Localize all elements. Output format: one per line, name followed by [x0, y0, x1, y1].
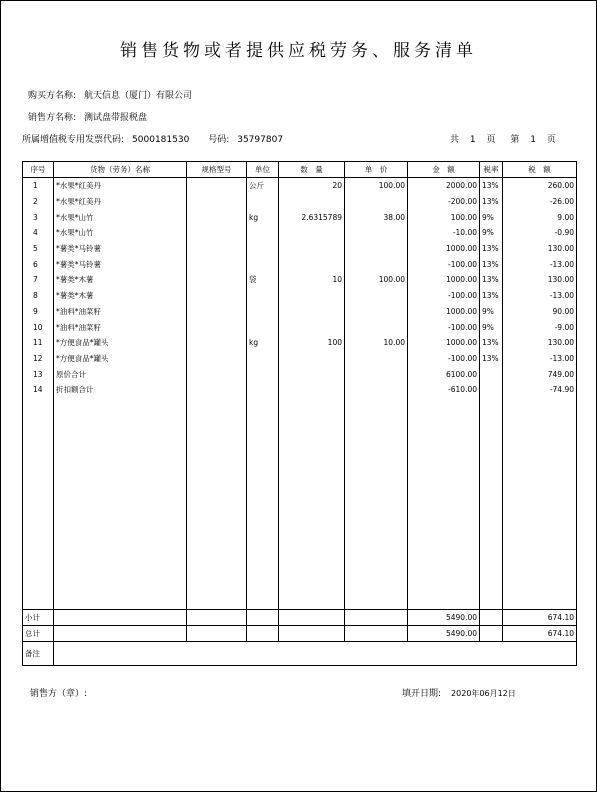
buyer-label: 购买方名称: [28, 91, 77, 101]
table-row [23, 256, 577, 272]
cell-no: 10 [23, 319, 54, 335]
seller-label: 销售方名称: [28, 113, 77, 123]
cell-rate: 13% [480, 272, 503, 288]
cell-name: *水果*红美丹 [54, 194, 187, 210]
cell-tax: 130.00 [503, 335, 577, 351]
cell-tax: 9.00 [503, 209, 577, 225]
page-title: 销售货物或者提供应税劳务、服务清单 [120, 41, 477, 61]
buyer-name: 航天信息（厦门）有限公司 [84, 91, 193, 101]
cell-amount: -100.00 [408, 288, 480, 304]
cell-tax: 130.00 [503, 241, 577, 257]
table-row [23, 272, 577, 288]
cell-rate [480, 382, 503, 398]
cell-spec [187, 194, 247, 210]
cell-no: 7 [23, 272, 54, 288]
cell-rate: 13% [480, 351, 503, 367]
cell-price [345, 241, 408, 257]
cell-no: 5 [23, 241, 54, 257]
table-row [23, 319, 577, 335]
cell-no: 13 [23, 366, 54, 382]
cell-tax: 260.00 [503, 178, 577, 194]
cell-amount: -200.00 [408, 194, 480, 210]
cell-name: *薯类*马铃薯 [54, 256, 187, 272]
cell-name: *薯类*马铃薯 [54, 241, 187, 257]
cell-tax: -13.00 [503, 288, 577, 304]
cell-spec [187, 335, 247, 351]
table-header [23, 162, 577, 178]
cell-tax: 130.00 [503, 272, 577, 288]
cell-amount: -10.00 [408, 225, 480, 241]
table-row [23, 241, 577, 257]
cell-qty [279, 225, 345, 241]
table-row [23, 382, 577, 398]
invoice-line [22, 132, 283, 145]
cell-amount: -100.00 [408, 319, 480, 335]
cell-spec [187, 304, 247, 320]
total-tax: 674.10 [503, 626, 577, 642]
cell-price: 10.00 [345, 335, 408, 351]
cell-amount: 1000.00 [408, 335, 480, 351]
cell-qty [279, 241, 345, 257]
cell-qty [279, 304, 345, 320]
table-row [23, 178, 577, 194]
cell-amount: 2000.00 [408, 178, 480, 194]
cell-spec [187, 178, 247, 194]
cell-amount: 1000.00 [408, 304, 480, 320]
cell-rate: 9% [480, 225, 503, 241]
current-page-prefix: 第 [510, 135, 520, 145]
cell-no: 11 [23, 335, 54, 351]
table-row [23, 366, 577, 382]
cell-unit: 公斤 [247, 178, 279, 194]
cell-unit [247, 351, 279, 367]
cell-unit [247, 382, 279, 398]
table-row [23, 335, 577, 351]
seller-line [28, 110, 147, 123]
cell-price [345, 351, 408, 367]
subtotal-amount: 5490.00 [408, 610, 480, 626]
cell-tax: -13.00 [503, 256, 577, 272]
cell-amount: 6100.00 [408, 366, 480, 382]
cell-no: 2 [23, 194, 54, 210]
total-pages-suffix: 页 [486, 135, 496, 145]
cell-amount: -610.00 [408, 382, 480, 398]
table-row [23, 209, 577, 225]
col-header-rate: 税率 [480, 162, 503, 178]
cell-spec [187, 256, 247, 272]
total-amount: 5490.00 [408, 626, 480, 642]
cell-qty [279, 366, 345, 382]
cell-tax: -26.00 [503, 194, 577, 210]
cell-rate: 13% [480, 241, 503, 257]
cell-unit [247, 366, 279, 382]
cell-qty: 20 [279, 178, 345, 194]
cell-rate: 9% [480, 209, 503, 225]
seller-name: 测试盘带报税盘 [84, 113, 148, 123]
cell-rate: 13% [480, 194, 503, 210]
col-header-tax: 税 额 [503, 162, 577, 178]
cell-no: 9 [23, 304, 54, 320]
cell-unit [247, 288, 279, 304]
cell-name: *水果*红美丹 [54, 178, 187, 194]
remark-row [23, 642, 577, 666]
cell-no: 6 [23, 256, 54, 272]
cell-unit [247, 319, 279, 335]
cell-qty: 2.6315789 [279, 209, 345, 225]
col-header-name: 货物（劳务）名称 [54, 162, 187, 178]
page-count [450, 132, 556, 145]
cell-price [345, 304, 408, 320]
cell-price [345, 366, 408, 382]
cell-spec [187, 351, 247, 367]
invoice-no-label: 号码: [208, 135, 230, 145]
col-header-spec: 规格型号 [187, 162, 247, 178]
table-row [23, 225, 577, 241]
cell-name: *油料*油菜籽 [54, 319, 187, 335]
cell-no: 3 [23, 209, 54, 225]
cell-spec [187, 272, 247, 288]
cell-price: 100.00 [345, 178, 408, 194]
cell-price [345, 194, 408, 210]
cell-tax: -9.00 [503, 319, 577, 335]
invoice-no: 35797807 [237, 135, 284, 145]
cell-rate: 13% [480, 178, 503, 194]
invoice-code-label: 所属增值税专用发票代码: [22, 135, 125, 145]
cell-qty [279, 319, 345, 335]
cell-price [345, 288, 408, 304]
cell-unit [247, 225, 279, 241]
cell-no: 14 [23, 382, 54, 398]
table-row [23, 288, 577, 304]
cell-tax: 749.00 [503, 366, 577, 382]
issue-date-label: 填开日期: [402, 689, 442, 699]
cell-price [345, 382, 408, 398]
cell-name: *水果*山竹 [54, 225, 187, 241]
cell-rate: 9% [480, 319, 503, 335]
cell-spec [187, 366, 247, 382]
cell-amount: -100.00 [408, 256, 480, 272]
cell-rate: 9% [480, 304, 503, 320]
cell-tax: -74.90 [503, 382, 577, 398]
cell-spec [187, 241, 247, 257]
cell-qty: 100 [279, 335, 345, 351]
cell-amount: 1000.00 [408, 241, 480, 257]
cell-qty [279, 256, 345, 272]
cell-unit [247, 241, 279, 257]
cell-no: 1 [23, 178, 54, 194]
cell-name: 折扣额合计 [54, 382, 187, 398]
subtotal-tax: 674.10 [503, 610, 577, 626]
cell-no: 12 [23, 351, 54, 367]
issue-date: 2020年06月12日 [451, 689, 516, 698]
cell-spec [187, 209, 247, 225]
cell-spec [187, 225, 247, 241]
cell-no: 4 [23, 225, 54, 241]
current-page-suffix: 页 [546, 135, 556, 145]
cell-name: *水果*山竹 [54, 209, 187, 225]
cell-amount: 1000.00 [408, 272, 480, 288]
cell-spec [187, 288, 247, 304]
cell-name: *薯类*木薯 [54, 288, 187, 304]
seller-seal-label: 销售方（章）: [30, 689, 88, 699]
cell-qty [279, 288, 345, 304]
cell-name: *方便食品*罐头 [54, 335, 187, 351]
col-header-no: 序号 [23, 162, 54, 178]
cell-rate: 13% [480, 288, 503, 304]
cell-name: *油料*油菜籽 [54, 304, 187, 320]
cell-rate: 13% [480, 335, 503, 351]
table-row [23, 351, 577, 367]
cell-unit [247, 256, 279, 272]
remark-label: 备注 [23, 642, 54, 666]
cell-unit: 袋 [247, 272, 279, 288]
issue-date-line [402, 686, 516, 699]
goods-list-table [22, 161, 577, 666]
cell-price: 38.00 [345, 209, 408, 225]
cell-qty [279, 194, 345, 210]
cell-spec [187, 319, 247, 335]
cell-name: *方便食品*罐头 [54, 351, 187, 367]
remark-value [54, 642, 577, 666]
cell-tax: -13.00 [503, 351, 577, 367]
col-header-price: 单 价 [345, 162, 408, 178]
total-row [23, 626, 577, 642]
cell-qty: 10 [279, 272, 345, 288]
cell-rate: 13% [480, 256, 503, 272]
col-header-qty: 数 量 [279, 162, 345, 178]
subtotal-row [23, 610, 577, 626]
cell-name: *薯类*木薯 [54, 272, 187, 288]
cell-qty [279, 382, 345, 398]
cell-unit: kg [247, 335, 279, 351]
total-label: 总计 [23, 626, 54, 642]
cell-unit [247, 194, 279, 210]
table-row [23, 194, 577, 210]
cell-unit [247, 304, 279, 320]
col-header-unit: 单位 [247, 162, 279, 178]
cell-tax: 90.00 [503, 304, 577, 320]
cell-tax: -0.90 [503, 225, 577, 241]
cell-qty [279, 351, 345, 367]
cell-spec [187, 382, 247, 398]
cell-price [345, 225, 408, 241]
col-header-amount: 金 额 [408, 162, 480, 178]
subtotal-label: 小计 [23, 610, 54, 626]
total-pages-prefix: 共 [450, 135, 460, 145]
cell-name: 原价合计 [54, 366, 187, 382]
buyer-line [28, 88, 192, 101]
current-page: 1 [530, 135, 537, 145]
total-pages: 1 [469, 135, 476, 145]
cell-price [345, 319, 408, 335]
cell-amount: -100.00 [408, 351, 480, 367]
cell-price: 100.00 [345, 272, 408, 288]
cell-rate [480, 366, 503, 382]
cell-no: 8 [23, 288, 54, 304]
cell-unit: kg [247, 209, 279, 225]
table-filler [23, 398, 577, 610]
cell-price [345, 256, 408, 272]
table-row [23, 304, 577, 320]
cell-amount: 100.00 [408, 209, 480, 225]
invoice-code: 5000181530 [132, 135, 190, 145]
